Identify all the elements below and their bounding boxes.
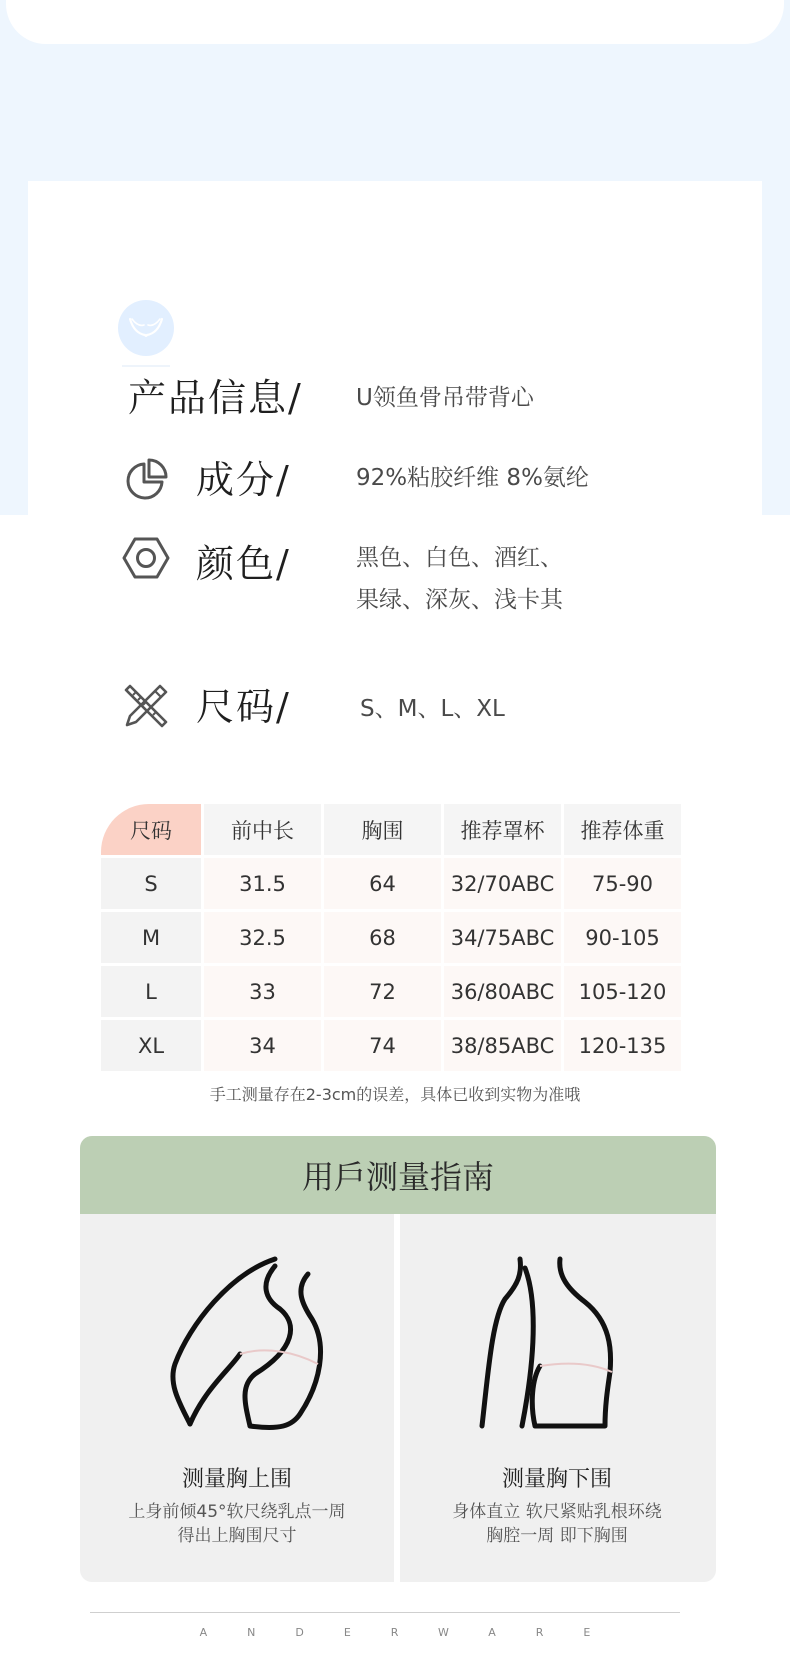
table-cell: 34/75ABC — [444, 912, 561, 963]
table-cell: XL — [101, 1020, 201, 1071]
pie-chart-icon — [124, 458, 168, 502]
table-cell: 75-90 — [564, 858, 681, 909]
table-cell: 105-120 — [564, 966, 681, 1017]
color-value-line1: 黑色、白色、酒红、 — [356, 545, 563, 571]
pencil-ruler-icon — [124, 684, 168, 728]
upper-bust-figure-icon — [80, 1254, 394, 1444]
table-row — [101, 1020, 681, 1071]
hexagon-icon — [122, 536, 170, 580]
bra-icon — [118, 300, 174, 356]
table-cell: 120-135 — [564, 1020, 681, 1071]
table-header-cell: 推荐体重 — [564, 804, 681, 855]
guide-upper-bust — [80, 1214, 394, 1582]
table-header-cell: 前中长 — [204, 804, 321, 855]
table-header-cell: 推荐罩杯 — [444, 804, 561, 855]
top-rounded-card — [6, 0, 784, 44]
table-row — [101, 858, 681, 909]
guide-lower-bust — [400, 1214, 714, 1582]
table-cell: 64 — [324, 858, 441, 909]
measurement-note: 手工测量存在2-3cm的误差，具体已收到实物为准哦 — [209, 1085, 581, 1104]
table-header-cell: 尺码 — [101, 804, 201, 855]
size-label: 尺码/ — [196, 685, 291, 729]
upper-bust-description — [80, 1500, 394, 1548]
color-label: 颜色/ — [196, 542, 291, 586]
measurement-guide — [80, 1136, 716, 1582]
lower-bust-description — [400, 1500, 714, 1548]
table-header-cell: 胸围 — [324, 804, 441, 855]
table-cell: S — [101, 858, 201, 909]
table-cell: 90-105 — [564, 912, 681, 963]
material-label: 成分/ — [196, 458, 291, 502]
product-info-label: 产品信息/ — [128, 376, 303, 420]
guide-title: 用戶测量指南 — [80, 1136, 716, 1214]
table-header-row — [101, 804, 681, 855]
table-cell: 34 — [204, 1020, 321, 1071]
table-cell: 72 — [324, 966, 441, 1017]
size-value: S、M、L、XL — [360, 696, 505, 722]
footer-brand-word: ANDERWARE — [199, 1626, 631, 1639]
color-value-line2: 果绿、深灰、浅卡其 — [356, 587, 563, 613]
table-row — [101, 966, 681, 1017]
table-cell: 74 — [324, 1020, 441, 1071]
table-cell: 31.5 — [204, 858, 321, 909]
upper-bust-title: 测量胸上围 — [181, 1467, 292, 1492]
product-info-value: U领鱼骨吊带背心 — [356, 385, 534, 411]
table-cell: M — [101, 912, 201, 963]
table-cell: 38/85ABC — [444, 1020, 561, 1071]
table-cell: 32/70ABC — [444, 858, 561, 909]
table-row — [101, 912, 681, 963]
table-cell: L — [101, 966, 201, 1017]
upper-bust-desc-line1: 上身前倾45°软尺绕乳点一周 — [128, 1502, 346, 1522]
lower-bust-title: 测量胸下围 — [501, 1467, 612, 1492]
table-cell: 68 — [324, 912, 441, 963]
lower-bust-desc-line2: 胸腔一周 即下胸围 — [486, 1526, 628, 1546]
size-chart-table — [98, 801, 684, 1074]
material-value: 92%粘胶纤维 8%氨纶 — [356, 465, 589, 491]
table-cell: 36/80ABC — [444, 966, 561, 1017]
table-cell: 32.5 — [204, 912, 321, 963]
lower-bust-desc-line1: 身体直立 软尺紧贴乳根环绕 — [452, 1502, 662, 1522]
footer-divider — [90, 1612, 680, 1613]
upper-bust-desc-line2: 得出上胸围尺寸 — [177, 1526, 297, 1546]
lower-bust-figure-icon — [400, 1254, 714, 1444]
table-cell: 33 — [204, 966, 321, 1017]
